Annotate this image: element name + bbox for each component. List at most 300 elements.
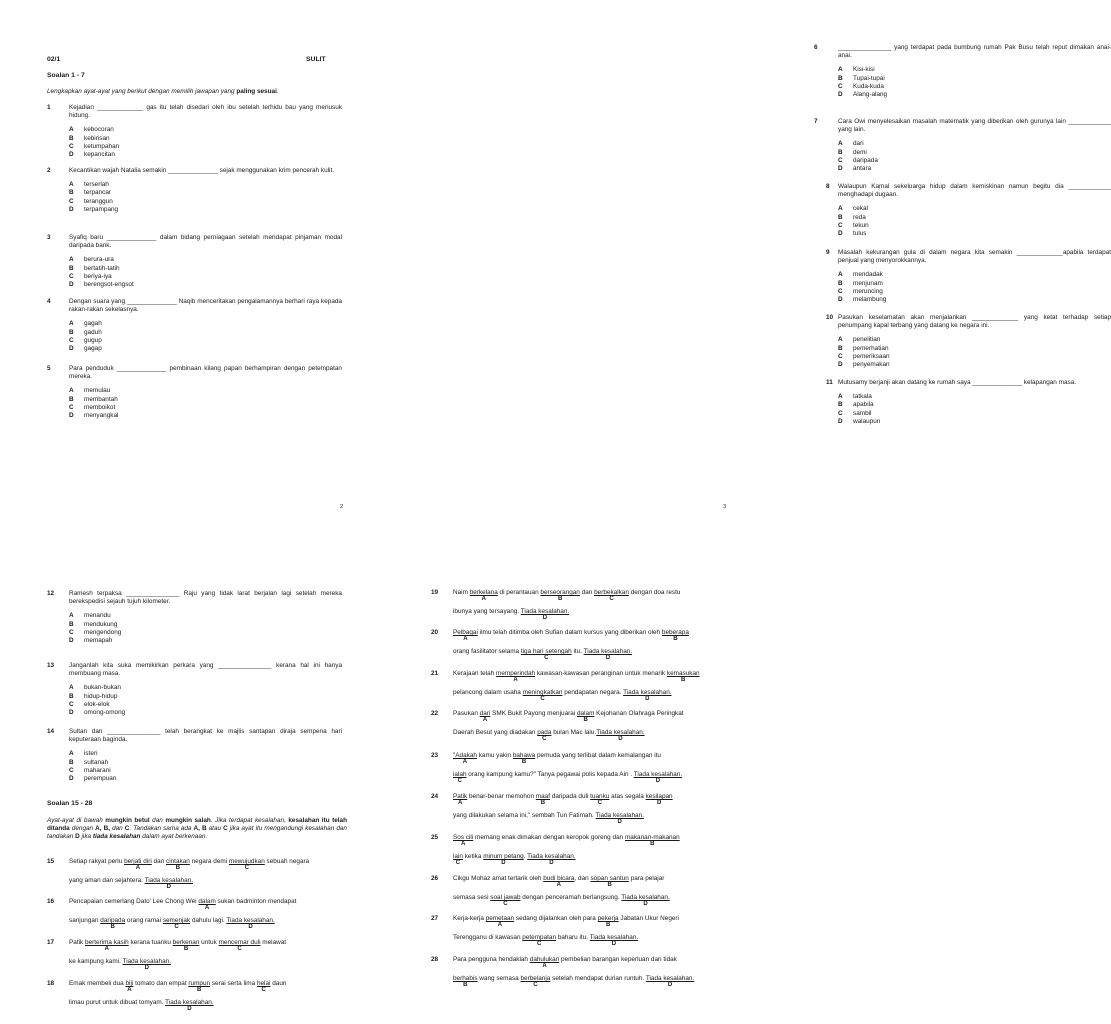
sentence-line	[453, 915, 679, 928]
question-22	[431, 710, 761, 746]
question-number: 24	[431, 793, 439, 800]
option-b[interactable]	[69, 396, 342, 404]
option-letter: B	[838, 148, 843, 156]
option-text: demi	[853, 148, 867, 156]
marked-phrase[interactable]: bahawa B	[512, 752, 536, 765]
option-c[interactable]	[69, 629, 342, 637]
marked-phrase[interactable]: Tiada kesalahan. D	[595, 812, 644, 825]
option-text: meruncing	[853, 287, 883, 295]
option-c[interactable]	[838, 353, 1111, 361]
sentence-line	[453, 589, 681, 602]
option-letter: D	[838, 360, 843, 368]
marked-phrase[interactable]: rumpun B	[188, 980, 211, 993]
option-text: menjunam	[853, 279, 883, 287]
option-text: teranggun	[84, 197, 113, 205]
page-right-bottom	[384, 512, 768, 1024]
marked-phrase[interactable]: minum petang D	[483, 853, 524, 866]
option-letter: C	[838, 221, 843, 229]
option-d[interactable]	[69, 709, 342, 717]
answer-marker: C	[536, 941, 542, 947]
option-c[interactable]	[69, 337, 342, 345]
option-d[interactable]	[69, 412, 342, 420]
sentence-line	[453, 670, 700, 683]
answer-marker: C	[544, 655, 549, 661]
option-text: cekal	[853, 205, 868, 213]
answer-marker: B	[175, 865, 181, 871]
marked-phrase[interactable]: pada C	[537, 729, 552, 742]
option-d[interactable]	[838, 230, 1111, 238]
question-number: 26	[431, 875, 439, 882]
option-a[interactable]	[838, 393, 1111, 401]
question-stem: Walaupun Kamal sekeluarga hidup dalam kemiskinan namun begitu dia ____________ menghadapi dugaan.	[838, 183, 1111, 199]
sentence-text: atas segala	[609, 793, 646, 800]
option-d[interactable]	[838, 418, 1111, 426]
option-text: menyangkal	[84, 411, 119, 419]
marked-phrase[interactable]: meningkatkan C	[522, 689, 563, 702]
option-b[interactable]	[69, 135, 342, 143]
question-26	[431, 875, 761, 911]
option-text: berengsot-engsot	[84, 280, 134, 288]
question-number: 25	[431, 834, 439, 841]
marked-phrase[interactable]: Pelbagai A	[453, 629, 478, 642]
section-title: Soalan 1 - 7	[47, 72, 85, 79]
marked-phrase[interactable]: biji A	[125, 980, 134, 993]
option-b[interactable]	[69, 621, 342, 629]
question-number: 3	[47, 234, 51, 241]
answer-marker: B	[673, 636, 678, 642]
answer-marker: A	[204, 905, 210, 911]
option-letter: C	[69, 628, 74, 636]
option-text: bertatih-tatih	[84, 264, 120, 272]
option-d[interactable]	[838, 296, 1111, 304]
option-letter: A	[69, 750, 74, 758]
answer-marker: A	[457, 800, 463, 806]
option-d[interactable]	[69, 345, 342, 353]
option-a[interactable]	[838, 336, 1111, 344]
option-letter: D	[838, 164, 843, 172]
answer-marker: D	[144, 965, 149, 971]
paper-code: 02/1	[47, 56, 61, 63]
marked-phrase[interactable]: petempatan C	[522, 934, 557, 947]
marked-phrase[interactable]: Tiada kesalahan. D	[583, 648, 633, 661]
option-a[interactable]	[69, 320, 342, 328]
question-number: 19	[431, 589, 439, 596]
question-stem: Masalah kekurangan gula di dalam negara kita semakin _____________apabila terdapat penjual yang menyorokkannya.	[838, 249, 1111, 265]
option-d[interactable]	[69, 206, 342, 214]
option-text: terpampang	[84, 205, 119, 213]
question-16	[47, 898, 377, 934]
option-letter: D	[69, 708, 74, 716]
question-15	[47, 858, 377, 894]
answer-marker: A	[127, 987, 132, 993]
question-number: 6	[814, 44, 818, 51]
marked-phrase[interactable]: Tiada kesalahan. D	[226, 917, 275, 930]
answer-marker: B	[540, 800, 546, 806]
marked-phrase[interactable]: Tiada kesalahan. D	[623, 689, 672, 702]
answer-marker: C	[237, 946, 242, 952]
question-20	[431, 629, 761, 665]
option-letter: C	[69, 197, 74, 205]
sentence-text: sukan badminton mendapat	[215, 898, 297, 905]
option-b[interactable]	[69, 265, 342, 273]
marked-phrase[interactable]: Sos cili A	[453, 834, 474, 847]
option-b[interactable]	[838, 401, 1111, 409]
option-letter: C	[838, 82, 843, 90]
marked-phrase[interactable]: dari A	[479, 710, 491, 723]
option-d[interactable]	[69, 281, 342, 289]
sentence-text: Kerajaan telah	[453, 670, 496, 677]
option-text: memboikot	[84, 403, 116, 411]
sentence-text: Pencapaian cemerlang Dato' Lee Chong Wei	[69, 898, 199, 905]
marked-phrase[interactable]: berbelanja C	[520, 975, 551, 988]
option-letter: A	[69, 126, 74, 134]
question-stem: Sultan dan _______________ telah berangkat ke majlis santapan diraja sempena hari keputeraan baginda.	[69, 728, 342, 744]
answer-marker: A	[482, 717, 488, 723]
option-letter: D	[69, 774, 74, 782]
answer-marker: D	[248, 924, 253, 930]
answer-marker: C	[533, 982, 538, 988]
answer-marker: D	[645, 696, 650, 702]
option-letter: B	[69, 189, 74, 197]
option-a[interactable]	[69, 612, 342, 620]
marked-phrase[interactable]: helai C	[256, 980, 271, 993]
marked-phrase[interactable]: Tiada kesalahan. D	[165, 999, 214, 1012]
question-stem: Ramesh terpaksa _______________ Raju yang tidak larat berjalan lagi setelah mereka berekspedisi sejauh tujuh kilometer.	[69, 590, 342, 606]
answer-marker: A	[463, 636, 468, 642]
page-number: 3	[723, 504, 727, 510]
option-a[interactable]	[69, 256, 342, 264]
sentence-line	[453, 771, 683, 784]
sentence-text: untuk	[199, 939, 219, 946]
sentence-text: orang ramai	[125, 917, 163, 924]
option-b[interactable]	[69, 693, 342, 701]
option-a[interactable]	[69, 126, 342, 134]
marked-phrase[interactable]: maaf B	[535, 793, 550, 806]
option-b[interactable]	[838, 280, 1111, 288]
answer-marker: A	[556, 882, 562, 888]
sentence-text: sanjungan	[69, 917, 101, 924]
option-text: ketumpahan	[84, 142, 120, 150]
option-a[interactable]	[838, 140, 1111, 148]
marked-phrase[interactable]: ialah C	[453, 771, 467, 784]
option-letter: B	[838, 279, 843, 287]
sentence-text: tomato dan empat	[133, 980, 189, 987]
option-c[interactable]	[838, 288, 1111, 296]
sentence-text: serai serta lima	[210, 980, 257, 987]
option-letter: C	[838, 287, 843, 295]
marked-phrase[interactable]: Tiada kesalahan. D	[520, 608, 570, 621]
sentence-text: bulan Mac lalu.	[551, 729, 597, 736]
sentence-text: , dan	[574, 875, 591, 882]
marked-phrase[interactable]: pekerja B	[597, 915, 619, 928]
answer-marker: B	[197, 987, 202, 993]
marked-phrase[interactable]: dahulukan A	[529, 956, 560, 969]
option-letter: A	[838, 336, 843, 344]
option-letter: B	[69, 395, 74, 403]
answer-marker: B	[110, 924, 115, 930]
option-text: Kuda-kuda	[853, 82, 884, 90]
option-d[interactable]	[838, 361, 1111, 369]
option-text: mendadak	[853, 271, 883, 279]
sentence-text: Kejohanan Olahraga Peringkat	[594, 710, 684, 717]
question-number: 11	[826, 379, 833, 386]
sentence-line	[453, 689, 672, 702]
marked-phrase[interactable]: daripada B	[100, 917, 126, 930]
marked-phrase[interactable]: tuanku C	[590, 793, 610, 806]
sentence-line	[453, 894, 670, 907]
marked-phrase[interactable]: berkelana A	[469, 589, 498, 602]
option-b[interactable]	[69, 329, 342, 337]
option-letter: D	[838, 295, 843, 303]
question-stem: Para penduduk ______________ pembinaan kilang papan berhampiran dengan petempatan mereka.	[69, 365, 342, 381]
option-text: kepancitan	[84, 150, 115, 158]
option-letter: D	[69, 636, 74, 644]
sentence-line	[69, 980, 287, 993]
option-text: gugup	[84, 336, 102, 344]
option-text: pemerhatian	[853, 344, 889, 352]
sentence-text: memang enak dimakan dengan keropok goreng dan	[473, 834, 625, 841]
question-number: 5	[47, 365, 51, 372]
marked-phrase[interactable]: berjati diri A	[124, 858, 152, 871]
question-stem: _______________ yang terdapat pada bumbung rumah Pak Busu telah reput dimakan anai-anai.	[838, 44, 1111, 60]
option-letter: C	[69, 766, 74, 774]
answer-marker: B	[681, 677, 686, 683]
answer-marker: D	[656, 800, 662, 806]
option-a[interactable]	[69, 684, 342, 692]
marked-phrase[interactable]: Tiada kesalahan. D	[144, 877, 193, 890]
option-d[interactable]	[69, 637, 342, 645]
marked-phrase[interactable]: cintakan B	[166, 858, 190, 871]
sentence-text: Terengganu di kawasan	[453, 934, 523, 941]
option-letter: B	[69, 692, 74, 700]
option-text: hidup-hidup	[84, 692, 118, 700]
marked-phrase[interactable]: semenjak C	[162, 917, 191, 930]
marked-phrase[interactable]: sopan santun B	[590, 875, 629, 888]
option-text: Tupai-tupai	[853, 74, 885, 82]
sentence-line	[453, 608, 570, 621]
option-letter: B	[838, 74, 843, 82]
sentence-line	[453, 629, 689, 642]
option-letter: B	[69, 620, 74, 628]
option-c[interactable]	[69, 404, 342, 412]
sentence-line	[453, 834, 680, 847]
question-18	[47, 980, 377, 1016]
option-b[interactable]	[838, 75, 1111, 83]
question-number: 15	[47, 858, 55, 865]
answer-marker: D	[655, 778, 661, 784]
option-text: penyemakan	[853, 360, 890, 368]
page-number: 2	[340, 504, 344, 510]
sentence-text: daripada duli	[550, 793, 591, 800]
marked-phrase[interactable]: Tiada kesalahan. D	[527, 853, 576, 866]
answer-marker: D	[617, 819, 622, 825]
option-d[interactable]	[838, 91, 1111, 99]
sentence-text: pembelian barangan keperluan dan tidak	[559, 956, 677, 963]
option-d[interactable]	[69, 151, 342, 159]
question-number: 23	[431, 752, 439, 759]
question-24	[431, 793, 761, 829]
question-number: 7	[814, 118, 818, 125]
option-a[interactable]	[838, 271, 1111, 279]
answer-marker: B	[183, 946, 189, 952]
marked-phrase[interactable]: soal jawab C	[490, 894, 521, 907]
answer-marker: D	[501, 860, 506, 866]
marked-phrase[interactable]: dalam B	[577, 710, 595, 723]
answer-marker: B	[650, 841, 655, 847]
option-c[interactable]	[838, 410, 1111, 418]
sentence-text: ibunya yang tersayang.	[453, 608, 521, 615]
option-a[interactable]	[69, 750, 342, 758]
sentence-text: benar-benar memohon	[467, 793, 536, 800]
option-a[interactable]	[69, 387, 342, 395]
option-text: pemeriksaan	[853, 352, 890, 360]
marked-phrase[interactable]: Patik A	[453, 793, 468, 806]
marked-phrase[interactable]: Tiada kesalahan. D	[621, 894, 670, 907]
marked-phrase[interactable]: mewujudkan C	[228, 858, 265, 871]
answer-marker: B	[583, 717, 588, 723]
sentence-line	[69, 917, 275, 930]
question-stem: Pasukan keselamatan akan menjalankan _____________ yang ketat terhadap setiap penumpang kapal terbang yang datang ke negara ini.	[838, 314, 1111, 330]
answer-marker: D	[643, 901, 648, 907]
confidential-label: SULIT	[306, 56, 326, 63]
option-b[interactable]	[838, 149, 1111, 157]
answer-marker: C	[542, 736, 547, 742]
question-number: 20	[431, 629, 439, 636]
marked-phrase[interactable]: kemasukan B	[666, 670, 700, 683]
page-left-bottom	[0, 512, 384, 1024]
option-text: antara	[853, 164, 872, 172]
option-letter: A	[838, 393, 843, 401]
sentence-text: sebuah negara	[264, 858, 310, 865]
marked-phrase[interactable]: mencemar duli C	[218, 939, 261, 952]
option-b[interactable]	[838, 214, 1111, 222]
answer-marker: A	[481, 596, 486, 602]
marked-phrase[interactable]: Tiada kesalahan. D	[596, 729, 645, 742]
sentence-line	[453, 956, 677, 969]
option-c[interactable]	[838, 157, 1111, 165]
question-28	[431, 956, 761, 992]
marked-phrase[interactable]: berbekalkan C	[594, 589, 629, 602]
answer-marker: C	[174, 924, 179, 930]
option-text: bukan-bukan	[84, 684, 121, 692]
option-a[interactable]	[838, 205, 1111, 213]
option-text: gaduh	[84, 328, 102, 336]
option-c[interactable]	[838, 222, 1111, 230]
marked-phrase[interactable]: budi bicara A	[543, 875, 575, 888]
marked-phrase[interactable]: Tiada kesalahan. D	[122, 958, 171, 971]
sentence-text: pemuda yang terlibat dalam kemalangan itu	[535, 752, 661, 759]
option-a[interactable]	[69, 181, 342, 189]
option-text: sultanah	[84, 758, 109, 766]
option-letter: C	[838, 352, 843, 360]
sentence-text: pelancong dalam usaha	[453, 689, 523, 696]
marked-phrase[interactable]: berkenan B	[172, 939, 200, 952]
question-stem: Syafiq baru ______________ dalam bidang perniagaan setelah mendapat pinjaman modal daripada bank.	[69, 234, 342, 250]
marked-phrase[interactable]: Tiada kesalahan. D	[633, 771, 683, 784]
option-letter: A	[69, 684, 74, 692]
sentence-text: Naim	[453, 589, 470, 596]
marked-phrase[interactable]: lain C	[453, 853, 463, 866]
sentence-line	[453, 853, 576, 866]
option-a[interactable]	[838, 66, 1111, 74]
section2-instruction: Ayat-ayat di bawah mungkin betul dan mungkin salah. Jika terdapat kesalahan, kesalahan itu telah ditanda dengan A, B, dan C. Tandakan sama ada A, B atau C jika ayat itu mengandungi kesalahan dan tandakan D jika tiada kesalahan dalam ayat berkenaan.	[47, 817, 348, 841]
answer-marker: B	[605, 922, 611, 928]
sentence-text: Jabatan Ukur Negeri	[618, 915, 679, 922]
option-text: beriya-iya	[84, 272, 112, 280]
question-stem: Cara Owi menyelesaikan masalah matematik yang diberikan oleh gurunya lain ____________ yang lain.	[838, 118, 1111, 134]
sentence-text: limau purut untuk dibuat tomyam.	[69, 999, 166, 1006]
question-25	[431, 834, 761, 870]
option-c[interactable]	[838, 83, 1111, 91]
sentence-text: ilmu telah ditimba oleh Sufian dalam kursus yang diberikan oleh	[477, 629, 662, 636]
option-b[interactable]	[838, 345, 1111, 353]
option-letter: A	[838, 205, 843, 213]
answer-marker: C	[457, 778, 462, 784]
marked-phrase[interactable]: makanan-makanan B	[624, 834, 680, 847]
question-stem: Kecantikan wajah Natalia semakin ______________ sejak menggunakan krim pencerah kulit.	[69, 167, 335, 174]
answer-marker: C	[540, 696, 545, 702]
option-c[interactable]	[69, 273, 342, 281]
marked-phrase[interactable]: memperindah A	[496, 670, 536, 683]
option-letter: C	[838, 409, 843, 417]
marked-phrase[interactable]: dalam A	[198, 898, 216, 911]
option-c[interactable]	[69, 701, 342, 709]
question-number: 1	[47, 104, 51, 111]
option-d[interactable]	[838, 165, 1111, 173]
option-text: maharani	[84, 766, 111, 774]
option-letter: C	[69, 403, 74, 411]
section2-title: Soalan 15 - 28	[47, 800, 93, 807]
marked-phrase[interactable]: Tiada kesalahan. D	[589, 934, 639, 947]
question-number: 16	[47, 898, 55, 905]
option-text: berura-ura	[84, 256, 114, 264]
option-letter: C	[69, 272, 74, 280]
option-c[interactable]	[69, 198, 342, 206]
option-b[interactable]	[69, 759, 342, 767]
marked-phrase[interactable]: Tiada kesalahan. D	[645, 975, 695, 988]
marked-phrase[interactable]: beberapa B	[661, 629, 689, 642]
answer-marker: C	[455, 860, 461, 866]
question-number: 9	[826, 249, 830, 256]
option-letter: D	[69, 150, 74, 158]
sentence-text: kerana tuanku	[128, 939, 173, 946]
option-d[interactable]	[69, 775, 342, 783]
marked-phrase[interactable]: tiga hari setengah C	[520, 648, 572, 661]
option-text: terserlah	[84, 181, 109, 189]
marked-phrase[interactable]: kesilapan D	[645, 793, 673, 806]
answer-marker: D	[611, 941, 617, 947]
question-number: 10	[826, 314, 834, 321]
answer-marker: C	[597, 800, 602, 806]
answer-marker: A	[460, 841, 466, 847]
option-text: sambil	[853, 409, 872, 417]
option-b[interactable]	[69, 189, 342, 197]
option-c[interactable]	[69, 143, 342, 151]
sentence-text: yang aman dan sejahtera.	[69, 877, 145, 884]
marked-phrase[interactable]: berseorangan B	[540, 589, 580, 602]
marked-phrase[interactable]: berterima kasih A	[84, 939, 129, 952]
marked-phrase[interactable]: "Adakah A	[453, 752, 477, 765]
option-c[interactable]	[69, 767, 342, 775]
sentence-text: Pasukan	[453, 710, 480, 717]
marked-phrase[interactable]: pemetaan A	[485, 915, 515, 928]
question-17	[47, 939, 377, 975]
marked-phrase[interactable]: berhabis B	[453, 975, 478, 988]
option-text: gagap	[84, 344, 102, 352]
sentence-line	[453, 752, 661, 765]
question-number: 27	[431, 915, 439, 922]
option-text: terpancar	[84, 189, 111, 197]
